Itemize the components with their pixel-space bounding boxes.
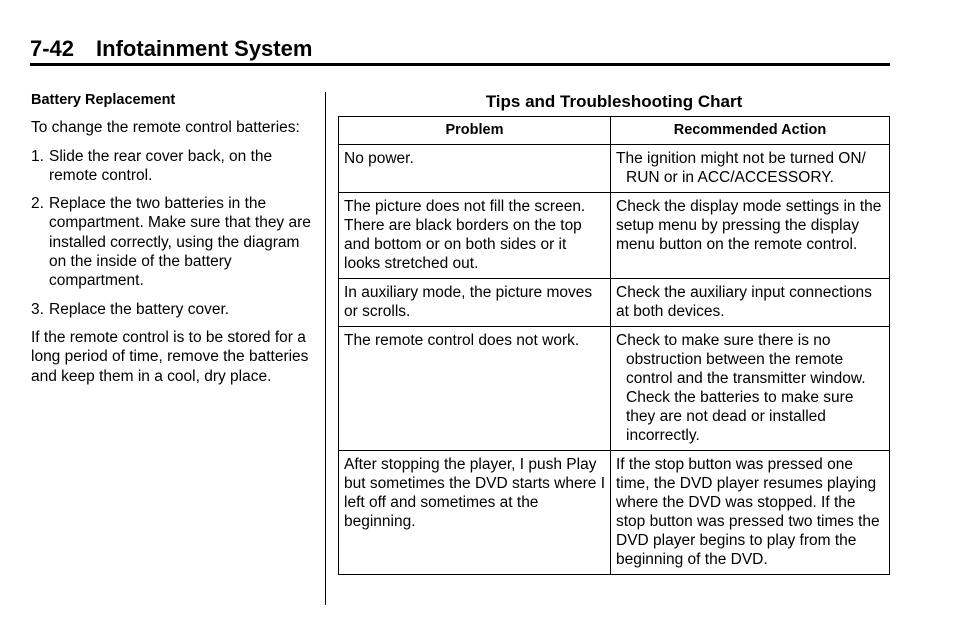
problem-cell: No power. — [339, 145, 611, 193]
action-cell — [611, 327, 890, 451]
problem-cell: The picture does not fill the screen. There are black borders on the top and bottom or on both sides or it looks stretched out. — [339, 193, 611, 279]
header-rule — [30, 63, 890, 66]
table-row — [339, 327, 890, 451]
battery-step — [31, 194, 316, 290]
table-row — [339, 279, 890, 327]
battery-replacement-section — [31, 91, 316, 395]
step-number: 3. — [31, 300, 44, 318]
action-cell: If the stop button was pressed one time, the DVD player resumes playing where the DVD was stopped. If the stop button was pressed two times the DVD player begins to play from the beginning of the DVD. — [611, 451, 890, 575]
problem-cell: In auxiliary mode, the picture moves or scrolls. — [339, 279, 611, 327]
table-header-row — [339, 117, 890, 145]
storage-note: If the remote control is to be stored for a long period of time, remove the batteries and keep them in a cool, dry place. — [31, 328, 309, 385]
battery-step — [31, 300, 316, 319]
column-divider — [325, 92, 326, 605]
battery-intro-text: To change the remote control batteries: — [31, 119, 300, 137]
action-cell: Check the auxiliary input connections at both devices. — [611, 279, 890, 327]
step-text: Replace the battery cover. — [49, 300, 230, 318]
table-row — [339, 451, 890, 575]
problem-cell: The remote control does not work. — [339, 327, 611, 451]
chart-title: Tips and Troubleshooting Chart — [485, 92, 743, 111]
table-row — [339, 193, 890, 279]
action-cell: Check the display mode settings in the setup menu by pressing the display menu button on the remote control. — [611, 193, 890, 279]
battery-replacement-heading: Battery Replacement — [31, 92, 176, 108]
page-number: 7-42 — [30, 36, 75, 61]
action-text: The ignition might not be turned ON/ RUN or in ACC/ACCESSORY. — [616, 150, 866, 186]
action-cell — [611, 145, 890, 193]
column-header-action: Recommended Action — [611, 117, 890, 145]
battery-steps-list — [31, 147, 316, 319]
table-row — [339, 145, 890, 193]
section-title: Infotainment System — [96, 36, 313, 61]
battery-step — [31, 147, 316, 186]
step-number: 1. — [31, 147, 44, 165]
page-header — [30, 36, 312, 62]
action-text: Check to make sure there is no obstruction between the remote control and the transmitter window. Check the batteries to make sure they are not dead or installed incorrectly. — [616, 332, 866, 444]
troubleshooting-table — [338, 116, 890, 575]
step-number: 2. — [31, 195, 44, 213]
step-text: Slide the rear cover back, on the remote control. — [49, 147, 273, 184]
step-text: Replace the two batteries in the compartment. Make sure that they are installed correctly, using the diagram on the inside of the battery compartment. — [49, 195, 311, 290]
problem-cell: After stopping the player, I push Play but sometimes the DVD starts where I left off and sometimes at the beginning. — [339, 451, 611, 575]
column-header-problem: Problem — [339, 117, 611, 145]
